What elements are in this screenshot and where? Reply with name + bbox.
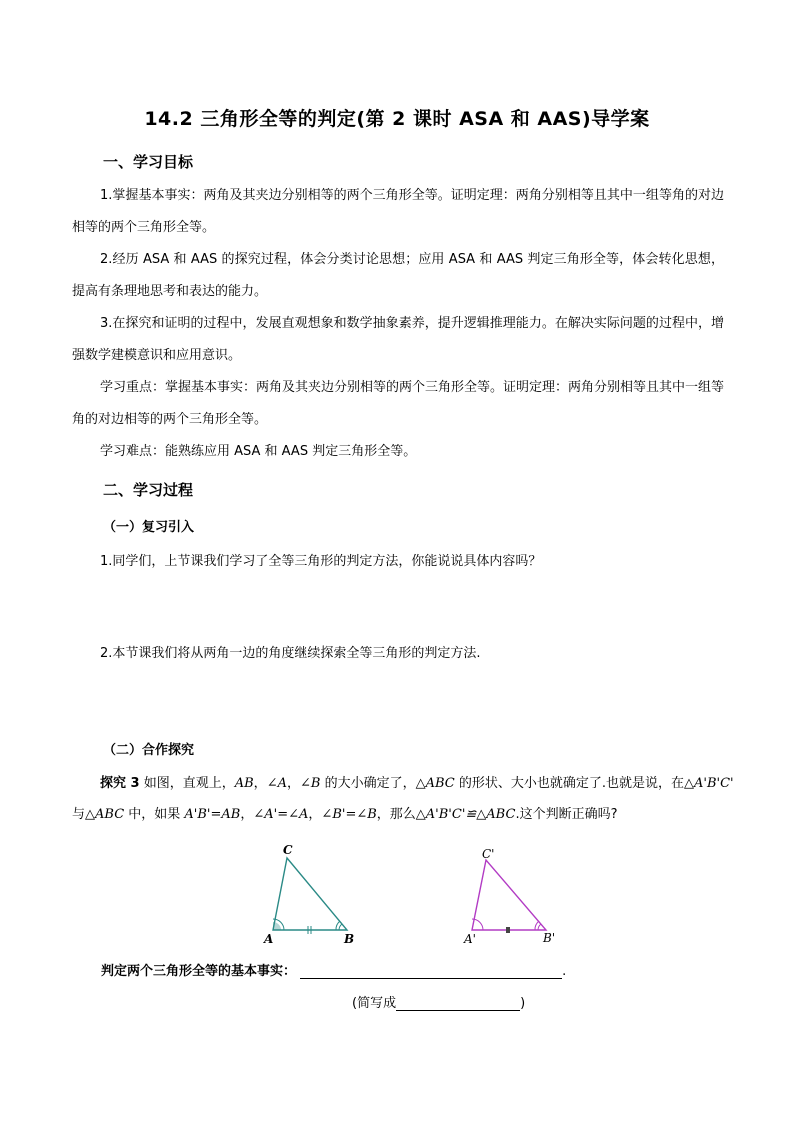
text: .这个判断正确吗?: [515, 807, 618, 822]
triangle-abc-drawing: [263, 843, 354, 946]
subheading-explore: （二）合作探究: [103, 743, 195, 758]
fill-label: 判定两个三角形全等的基本事实：: [101, 964, 297, 979]
text: 的形状、大小也就确定了.也就是说，在: [454, 776, 684, 791]
text: 中，如果: [124, 807, 185, 822]
paren-open: (简写成: [352, 996, 397, 1011]
label-b: B: [344, 932, 355, 946]
triangle-abc: △ABC: [415, 776, 455, 791]
section-heading-process: 二、学习过程: [103, 481, 194, 499]
goal-2: 2.经历 ASA 和 AAS 的探究过程，体会分类讨论思想；应用 ASA 和 AAS 判定三角形全等，体会转化思想，提高有条理地思考和表达的能力。: [72, 252, 724, 299]
condition-angle-a: ∠A'=∠A: [253, 807, 309, 822]
sep: ，: [308, 807, 322, 822]
angle-b1-mark-2: [538, 924, 541, 930]
triangle-abc: △ABC: [85, 807, 125, 822]
fill-in-basic-fact: [101, 960, 566, 979]
sep: ，: [240, 807, 254, 822]
sep: ，: [253, 776, 267, 791]
text: 的大小确定了，: [320, 776, 416, 791]
text: ，那么: [376, 807, 416, 822]
key-point: 学习重点：掌握基本事实：两角及其夹边分别相等的两个三角形全等。证明定理：两角分别相等且其中一组等角的对边相等的两个三角形全等。: [72, 380, 725, 427]
period: .: [562, 964, 567, 979]
blank-basic-fact[interactable]: [300, 964, 562, 979]
triangle-a1b1c1-drawing: [463, 847, 555, 946]
subheading-review: （一）复习引入: [103, 520, 195, 535]
explore-label: 探究 3: [100, 776, 140, 791]
text: 与: [72, 807, 86, 822]
angle-b-mark-2: [339, 924, 342, 930]
question-1: 1.同学们，上节课我们学习了全等三角形的判定方法，你能说说具体内容吗？: [100, 554, 542, 569]
text: 如图，直观上，: [139, 776, 235, 791]
goal-1: 1.掌握基本事实：两角及其夹边分别相等的两个三角形全等。证明定理：两角分别相等且其中一组等角的对边相等的两个三角形全等。: [72, 188, 724, 235]
triangle-abc-shape: [273, 858, 347, 930]
label-c1: C': [482, 847, 495, 861]
label-b1: B': [543, 931, 556, 945]
question-2: 2.本节课我们将从两角一边的角度继续探索全等三角形的判定方法.: [100, 646, 481, 661]
goal-3: 3.在探究和证明的过程中，发展直观想象和数学抽象素养，提升逻辑推理能力。在解决实际问题的过程中，增强数学建模意识和应用意识。: [72, 316, 724, 363]
paren-close: ): [520, 996, 526, 1011]
condition-side: A'B'=AB: [184, 807, 241, 822]
page-title: 14.2 三角形全等的判定(第 2 课时 ASA 和 AAS)导学案: [144, 108, 650, 130]
triangle-a1b1c1-shape: [472, 860, 546, 930]
label-a: A: [264, 932, 274, 946]
blank-abbrev[interactable]: [396, 996, 520, 1011]
tick-mark: [506, 927, 510, 933]
fill-in-abbrev: [352, 992, 525, 1011]
angle-a: ∠A: [266, 776, 287, 791]
condition-angle-b: ∠B'=∠B: [321, 807, 377, 822]
angle-b: ∠B: [299, 776, 321, 791]
angle-a-fill: [273, 922, 281, 930]
section-heading-goals: 一、学习目标: [103, 153, 194, 171]
sep: ，: [286, 776, 300, 791]
conclusion: △A'B'C'≌△ABC: [415, 807, 516, 822]
difficult-point: 学习难点：能熟练应用 ASA 和 AAS 判定三角形全等。: [100, 444, 417, 459]
triangle-a1b1c1: △A'B'C': [683, 776, 734, 791]
segment-ab: AB: [234, 776, 254, 791]
label-c: C: [283, 843, 293, 857]
label-a1: A': [464, 932, 476, 946]
